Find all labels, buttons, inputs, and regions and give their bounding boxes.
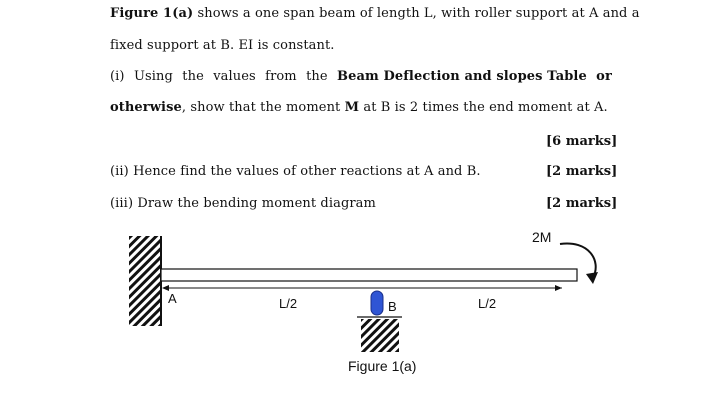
right-span-label: L/2 xyxy=(478,296,497,311)
figure-reference: Figure 1(a) xyxy=(110,6,194,21)
beam xyxy=(161,269,577,281)
table-reference: Beam Deflection and slopes Table xyxy=(337,69,587,84)
line-1-text: shows a one span beam of length L, with roller support at A and a xyxy=(193,6,640,21)
word: values xyxy=(213,69,256,84)
marks-i: [6 marks] xyxy=(546,134,618,149)
moment-symbol: M xyxy=(344,100,360,115)
left-span-label: L/2 xyxy=(279,296,298,311)
roller-support xyxy=(371,291,383,315)
support-b-label: B xyxy=(388,299,397,314)
bold-word: otherwise xyxy=(110,100,182,115)
text: at B is 2 times the end moment at A. xyxy=(359,100,608,115)
fixed-wall-hatch xyxy=(129,236,160,326)
question-i-number: (i) xyxy=(110,69,125,84)
text: , show that the moment xyxy=(181,100,345,115)
question-ii: (ii) Hence find the values of other reactions at A and B. xyxy=(110,164,481,179)
marks-ii: [2 marks] xyxy=(546,164,618,179)
marks-iii: [2 marks] xyxy=(546,196,618,211)
word: Using xyxy=(133,69,173,84)
question-iii: (iii) Draw the bending moment diagram xyxy=(110,196,376,211)
roller-ground-hatch xyxy=(361,319,399,352)
problem-line-2: fixed support at B. EI is constant. xyxy=(110,38,335,53)
word: the xyxy=(182,69,204,84)
word: or xyxy=(596,69,612,84)
word: from xyxy=(265,69,297,84)
support-a-label: A xyxy=(168,291,177,306)
figure-caption: Figure 1(a) xyxy=(348,358,417,374)
moment-arrowhead xyxy=(586,272,598,284)
moment-label: 2M xyxy=(532,229,552,245)
word: the xyxy=(306,69,328,84)
